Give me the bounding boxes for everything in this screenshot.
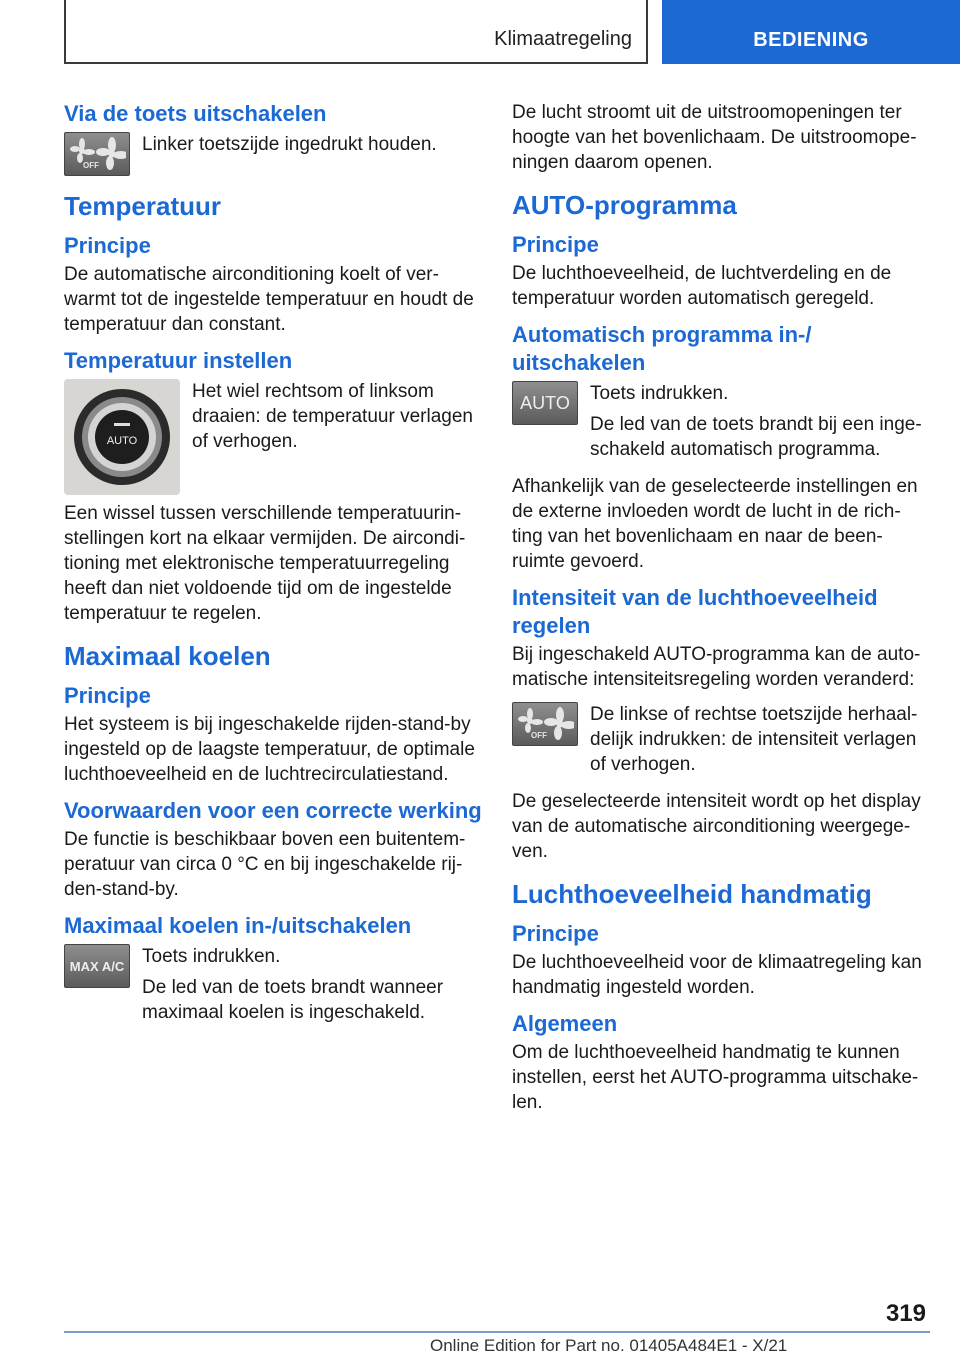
- header-section-title: Klimaatregeling: [494, 28, 632, 50]
- off-text: Linker toetszijde ingedrukt houden.: [142, 134, 437, 155]
- max-principle-heading: Principe: [64, 683, 151, 708]
- general-heading: Algemeen: [512, 1011, 618, 1036]
- intensity-heading: Intensiteit van de luchthoeveelheid regelen: [512, 585, 878, 638]
- left-column: [64, 100, 482, 1037]
- max-heading: Maximaal koelen: [64, 641, 271, 671]
- footer-divider: [64, 1331, 930, 1333]
- intensity-display-text: De geselecteerde intensiteit wordt op het display van de automatische airconditioning weergege-ven.: [512, 791, 921, 862]
- fan-button-icon: [512, 702, 578, 746]
- auto-heading: AUTO-programma: [512, 190, 737, 220]
- auto-toggle-text-1: Toets indrukken.: [590, 383, 729, 404]
- auto-toggle-heading: Automatisch programma in-/ uitschakelen: [512, 322, 812, 375]
- footer-edition: Online Edition for Part no. 01405A484E1 - X/21: [430, 1336, 788, 1355]
- fan-off-label: OFF: [531, 731, 547, 740]
- conditions-heading: Voorwaarden voor een correcte werking: [64, 798, 482, 823]
- temp-warning-text: Een wissel tussen verschillende temperatuurin-stellingen kort na elkaar vermijden. De aircondi-tioning met elektronische temperatuurregeling heeft dan niet voldoende tijd om de ingestelde temperatuur te regelen.: [64, 503, 466, 624]
- temp-set-heading: Temperatuur instellen: [64, 348, 293, 373]
- page-number: 319: [885, 1300, 926, 1327]
- manual-principle-text: De luchthoeveelheid voor de klimaatregeling kan handmatig ingesteld worden.: [512, 952, 922, 998]
- header-chapter-tab: BEDIENING: [662, 0, 960, 64]
- fan-icon: [516, 707, 574, 741]
- temp-set-text: Het wiel rechtsom of linksom draaien: de temperatuur verlagen of verhogen.: [192, 381, 473, 452]
- auto-principle-text: De luchthoeveelheid, de luchtverdeling en de temperatuur worden automatisch geregeld.: [512, 263, 892, 309]
- intensity-instruction: [512, 702, 930, 783]
- header-section-box: [64, 0, 648, 64]
- temp-set-instruction: [64, 379, 482, 495]
- dial-label: AUTO: [106, 435, 138, 447]
- max-toggle-instruction: [64, 944, 482, 1031]
- auto-button-icon: AUTO: [512, 381, 578, 425]
- temp-principle-heading: Principe: [64, 233, 151, 258]
- max-toggle-heading: Maximaal koelen in-/uitschakelen: [64, 913, 412, 938]
- max-ac-button-icon: MAX A/C: [64, 944, 130, 988]
- auto-dependency-text: Afhankelijk van de geselecteerde instellingen en de externe invloeden wordt de lucht in de rich-ting van het bovenlichaam en naar de been-ruimte gevoerd.: [512, 476, 918, 572]
- auto-toggle-instruction: [512, 381, 930, 468]
- auto-principle-heading: Principe: [512, 232, 599, 257]
- temp-principle-text: De automatische airconditioning koelt of ver-warmt tot de ingestelde temperatuur en houdt de temperatuur dan constant.: [64, 264, 474, 335]
- temp-heading: Temperatuur: [64, 191, 221, 221]
- right-column: [512, 100, 930, 1125]
- max-principle-text: Het systeem is bij ingeschakelde rijden-stand-by ingesteld op de laagste temperatuur, de optimale luchthoeveelheid en de luchtrecirculatiestand.: [64, 714, 475, 785]
- off-heading: Via de toets uitschakelen: [64, 101, 327, 126]
- conditions-text: De functie is beschikbaar boven een buitentem-peratuur van circa 0 °C en bij ingeschakelde rij-den-stand-by.: [64, 829, 466, 900]
- fan-icon: [68, 137, 126, 171]
- fan-off-button-icon: [64, 132, 130, 176]
- off-instruction: [64, 132, 482, 176]
- temperature-dial-icon: [68, 383, 176, 491]
- max-toggle-text-2: De led van de toets brandt wanneer maximaal koelen is ingeschakeld.: [142, 977, 444, 1023]
- general-text: Om de luchthoeveelheid handmatig te kunnen instellen, eerst het AUTO-programma uitschake-len.: [512, 1042, 919, 1113]
- temperature-dial-image: [64, 379, 180, 495]
- intensity-text: Bij ingeschakeld AUTO-programma kan de auto-matische intensiteitsregeling worden veranderd:: [512, 644, 921, 690]
- fan-off-label: OFF: [83, 161, 99, 170]
- intro-text: De lucht stroomt uit de uitstroomopeningen ter hoogte van het bovenlichaam. De uitstroomope-ningen daarom openen.: [512, 102, 917, 173]
- manual-principle-heading: Principe: [512, 921, 599, 946]
- intensity-action-text: De linkse of rechtse toetszijde herhaal-delijk indrukken: de intensiteit verlagen of verhogen.: [590, 704, 918, 775]
- manual-heading: Luchthoeveelheid handmatig: [512, 879, 872, 909]
- auto-toggle-text-2: De led van de toets brandt bij een inge-schakeld automatisch programma.: [590, 414, 922, 460]
- max-toggle-text-1: Toets indrukken.: [142, 946, 281, 967]
